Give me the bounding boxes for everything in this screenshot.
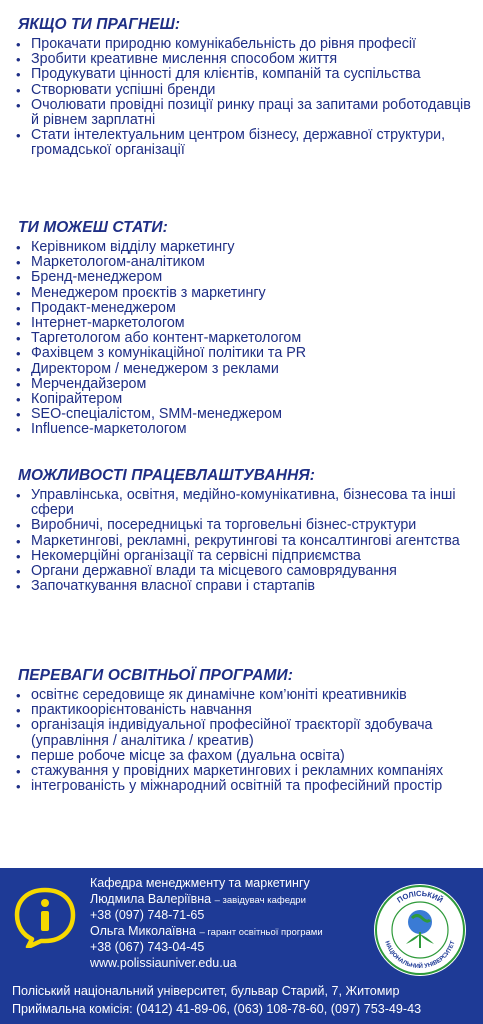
- bullet-list: [16, 688, 476, 794]
- list-item: • Стати інтелектуальним центром бізнесу, державної структури, громадської організації: [16, 128, 476, 158]
- list-item: • Інтернет-маркетологом: [16, 316, 476, 331]
- contact-footer: [0, 868, 483, 1024]
- list-item: • Продакт-менеджером: [16, 301, 476, 316]
- list-item: • Директором / менеджером з реклами: [16, 362, 476, 377]
- svg-text:НАЦІОНАЛЬНИЙ УНІВЕРСИТЕТ: НАЦІОНАЛЬНИЙ УНІВЕРСИТЕТ: [383, 940, 457, 971]
- person-role: – завідувач кафедри: [214, 894, 306, 906]
- section-heading: ПЕРЕВАГИ ОСВІТНЬОЇ ПРОГРАМИ:: [18, 667, 294, 684]
- phone-number[interactable]: +38 (067) 743-04-45: [90, 940, 205, 954]
- list-item: • Виробничі, посередницькі та торговельні бізнес-структури: [16, 518, 476, 533]
- section-heading: ЯКЩО ТИ ПРАГНЕШ:: [18, 16, 181, 33]
- list-item: • освітнє середовище як динамічне ком’юніті креативників: [16, 688, 476, 703]
- list-item: • Менеджером проєктів з маркетингу: [16, 286, 476, 301]
- list-item: • практикоорієнтованість навчання: [16, 703, 476, 718]
- phone-number[interactable]: +38 (097) 748-71-65: [90, 908, 205, 922]
- list-item: • Маркетологом-аналітиком: [16, 255, 476, 270]
- list-item: • Продукувати цінності для клієнтів, компаній та суспільства: [16, 67, 476, 82]
- bullet-list: [16, 240, 476, 438]
- list-item: • Мерчендайзером: [16, 377, 476, 392]
- list-item: • Створювати успішні бренди: [16, 83, 476, 98]
- contact-block: [90, 876, 380, 971]
- footer-info: [12, 982, 482, 1018]
- person-name: Ольга Миколаївна: [90, 923, 196, 938]
- section-aspirations: [16, 16, 476, 159]
- list-item: • Копірайтером: [16, 392, 476, 407]
- list-item: • Зробити креативне мислення способом життя: [16, 52, 476, 67]
- list-item: • Маркетингові, рекламні, рекрутингові та консалтингові агентства: [16, 534, 476, 549]
- person-role: – гарант освітньої програми: [199, 926, 323, 938]
- section-heading: ТИ МОЖЕШ СТАТИ:: [18, 219, 168, 236]
- section-advantages: [16, 667, 476, 794]
- list-item: • інтегрованість у міжнародний освітній та професійний простір: [16, 779, 476, 794]
- list-item: • стажування у провідних маркетингових і рекламних компаніях: [16, 764, 476, 779]
- section-employment: [16, 467, 476, 594]
- section-careers: [16, 219, 476, 438]
- list-item: • Прокачати природню комунікабельність до рівня професії: [16, 37, 476, 52]
- address-line: Поліський національний університет, бульвар Старий, 7, Житомир: [12, 984, 400, 998]
- list-item: • перше робоче місце за фахом (дуальна освіта): [16, 749, 476, 764]
- bullet-list: [16, 37, 476, 159]
- list-item: • організація індивідуальної професійної траєкторії здобувача (управління / аналітика / креатив): [16, 718, 476, 748]
- list-item: • Керівником відділу маркетингу: [16, 240, 476, 255]
- list-item: • Очолювати провідні позиції ринку праці за запитами роботодавців й рівнем зарплатні: [16, 98, 476, 128]
- list-item: • Управлінська, освітня, медійно-комунікативна, бізнесова та інші сфери: [16, 488, 476, 518]
- website-link[interactable]: www.polissiauniver.edu.ua: [90, 955, 237, 970]
- list-item: • SEO-спеціалістом, SMM-менеджером: [16, 407, 476, 422]
- person-name: Людмила Валеріївна: [90, 891, 212, 906]
- list-item: • Започаткування власної справи і стартапів: [16, 579, 476, 594]
- section-heading: МОЖЛИВОСТІ ПРАЦЕВЛАШТУВАННЯ:: [18, 467, 316, 484]
- list-item: • Фахівцем з комунікаційної політики та PR: [16, 346, 476, 361]
- contact-person-2: [90, 924, 380, 941]
- department-name: Кафедра менеджменту та маркетингу: [90, 876, 310, 890]
- list-item: • Органи державної влади та місцевого самоврядування: [16, 564, 476, 579]
- bullet-list: [16, 488, 476, 594]
- list-item: • Бренд-менеджером: [16, 270, 476, 285]
- university-seal-logo: [372, 882, 468, 978]
- info-speech-bubble-icon: [12, 886, 78, 948]
- svg-text:ПОЛІСЬКИЙ: ПОЛІСЬКИЙ: [395, 888, 445, 905]
- list-item: • Influence-маркетологом: [16, 422, 476, 437]
- list-item: • Таргетологом або контент-маркетологом: [16, 331, 476, 346]
- admission-line: Приймальна комісія: (0412) 41-89-06, (063) 108-78-60, (097) 753-49-43: [12, 1002, 422, 1016]
- contact-person-1: [90, 892, 380, 909]
- list-item: • Некомерційні організації та сервісні підприємства: [16, 549, 476, 564]
